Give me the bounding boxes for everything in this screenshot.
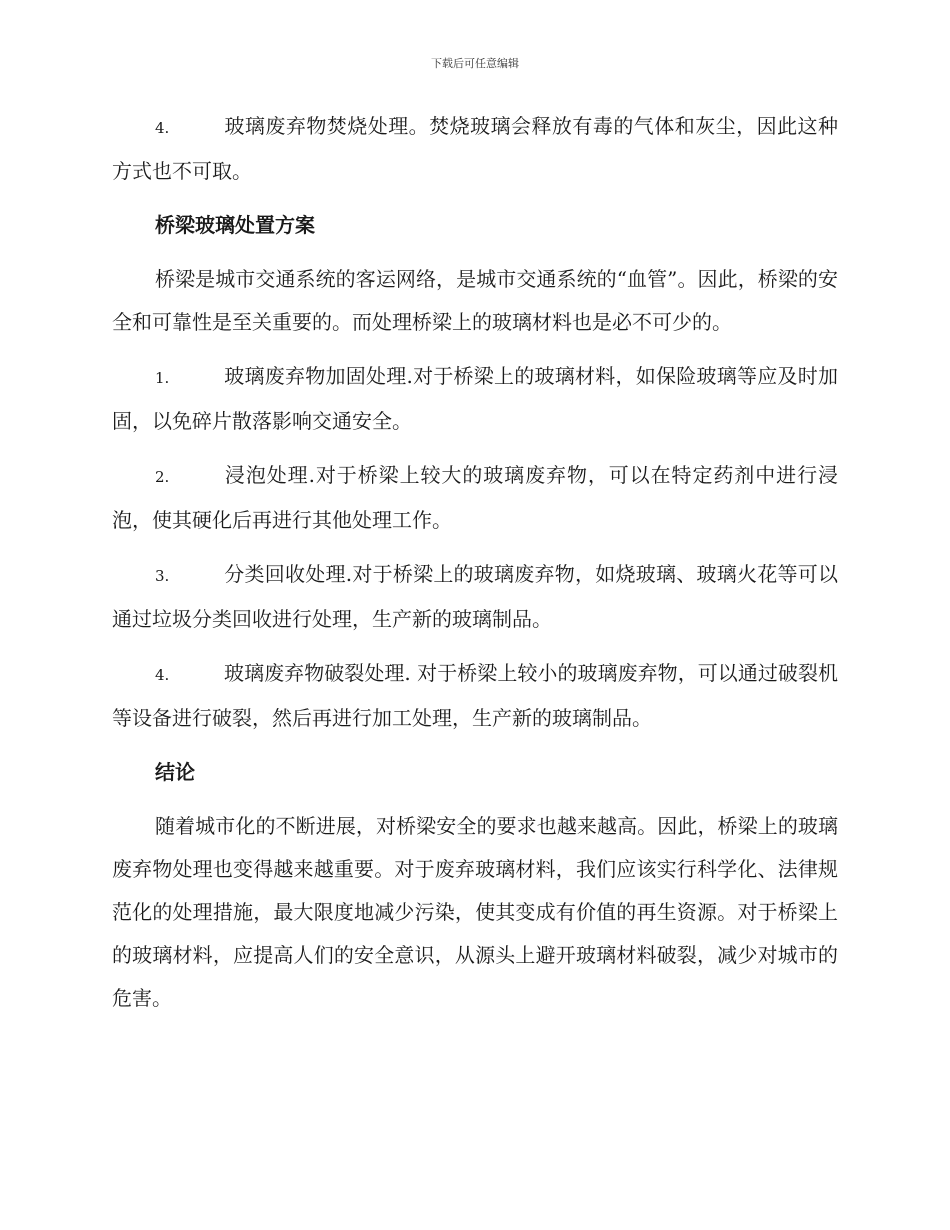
list-item-text: 玻璃废弃物焚烧处理。焚烧玻璃会释放有毒的气体和灰尘，因此这种方式也不可取。 bbox=[112, 114, 838, 183]
list-item-crushing bbox=[112, 652, 838, 740]
list-item-soaking bbox=[112, 454, 838, 542]
list-item-text: 玻璃废弃物加固处理.对于桥梁上的玻璃材料，如保险玻璃等应及时加固，以免碎片散落影响交通安全。 bbox=[112, 364, 838, 433]
list-item-number: 4. bbox=[155, 666, 170, 684]
list-item-text: 玻璃废弃物破裂处理. 对于桥梁上较小的玻璃废弃物，可以通过破裂机等设备进行破裂，然后再进行加工处理，生产新的玻璃制品。 bbox=[112, 661, 838, 730]
list-item-incineration bbox=[112, 105, 838, 193]
list-item-text: 分类回收处理.对于桥梁上的玻璃废弃物，如烧玻璃、玻璃火花等可以通过垃圾分类回收进行处理，生产新的玻璃制品。 bbox=[112, 562, 838, 631]
document-body bbox=[112, 105, 838, 1031]
header-note: 下载后可任意编辑 bbox=[431, 57, 519, 70]
conclusion-paragraph: 随着城市化的不断进展，对桥梁安全的要求也越来越高。因此，桥梁上的玻璃废弃物处理也变得越来越重要。对于废弃玻璃材料，我们应该实行科学化、法律规范化的处理措施，最大限度地减少污染，使其变成有价值的再生资源。对于桥梁上的玻璃材料，应提高人们的安全意识，从源头上避开玻璃材料破裂，减少对城市的危害。 bbox=[112, 814, 838, 1010]
section-heading-conclusion: 结论 bbox=[155, 760, 195, 784]
list-item-number: 3. bbox=[155, 567, 170, 585]
list-item-text: 浸泡处理.对于桥梁上较大的玻璃废弃物，可以在特定药剂中进行浸泡，使其硬化后再进行其他处理工作。 bbox=[112, 463, 838, 532]
list-item-reinforcement bbox=[112, 355, 838, 443]
list-item-number: 4. bbox=[155, 119, 170, 137]
section-heading-bridge: 桥梁玻璃处置方案 bbox=[155, 213, 315, 237]
list-item-recycling bbox=[112, 553, 838, 641]
bridge-paragraph: 桥梁是城市交通系统的客运网络，是城市交通系统的“血管”。因此，桥梁的安全和可靠性是至关重要的。而处理桥梁上的玻璃材料也是必不可少的。 bbox=[112, 267, 838, 334]
list-item-number: 2. bbox=[155, 468, 170, 486]
list-item-number: 1. bbox=[155, 369, 170, 387]
